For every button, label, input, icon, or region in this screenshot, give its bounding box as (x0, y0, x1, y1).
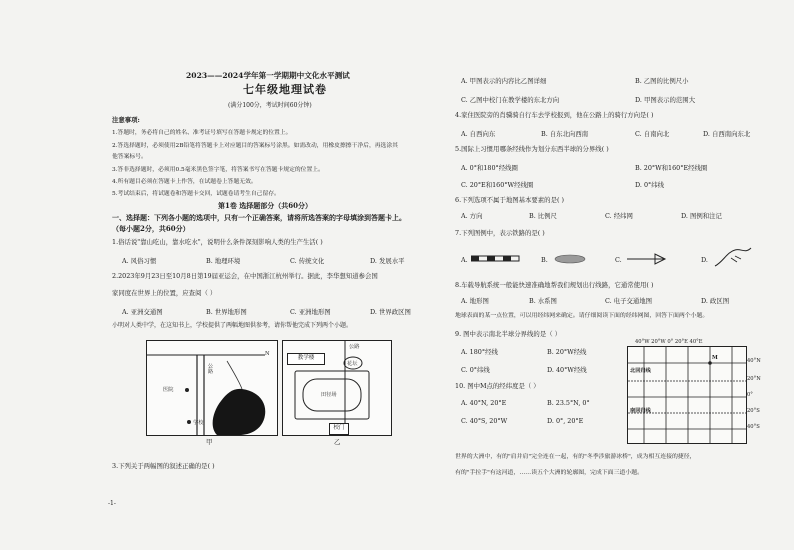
q9-option-a[interactable]: A. 180°经线 (461, 348, 498, 356)
lat-label: 40°S (747, 424, 760, 430)
q5-stem: 5.国际上习惯用哪条经线作为划分东西半球的分界线( ) (455, 145, 609, 153)
q9-option-c[interactable]: C. 0°纬线 (461, 366, 490, 374)
q9-stem: 9. 图中表示南北半球分界线的是（ ） (455, 330, 562, 338)
q4-stem: 4.家住医院旁的肖骥骑自行车去学校报到，他在公路上的骑行方向是( ) (455, 111, 654, 119)
railway-symbol-icon (471, 255, 521, 263)
q1-option-d[interactable]: D. 发展水平 (370, 257, 405, 265)
boundary-symbol-icon (625, 253, 669, 265)
q7-option-d[interactable]: D. (701, 256, 708, 264)
grid-intro: 地球表面的某一点位置，可以用经纬网来确定。请仔细阅读下面的经纬网图，回答下面两个小题。 (455, 313, 709, 319)
lat-label: 0° (747, 392, 753, 398)
map-b (282, 340, 392, 436)
q1-option-b[interactable]: B. 地理环境 (206, 257, 241, 265)
q9-option-b[interactable]: B. 20°W经线 (547, 348, 587, 356)
hospital-marker-icon (185, 388, 189, 392)
point-m-label: M (712, 355, 718, 361)
q9-option-d[interactable]: D. 40°W经线 (547, 366, 587, 374)
lat-long-grid-map (627, 346, 747, 444)
school-marker-icon (187, 420, 191, 424)
q3-option-a[interactable]: A. 甲图表示的内容比乙图详细 (461, 77, 547, 85)
notice-item: 1.答题时，务必将自己的姓名、准考证号填写在答题卡规定的位置上。 (112, 130, 292, 136)
q10-option-c[interactable]: C. 40°S, 20°W (461, 417, 508, 425)
map-b-caption: 乙 (334, 438, 341, 446)
q6-option-c[interactable]: C. 经纬网 (605, 212, 633, 220)
notice-heading: 注意事项: (112, 116, 140, 124)
north-tropic-label: 北回归线 (630, 368, 651, 374)
q4-option-d[interactable]: D. 自西南向东北 (703, 130, 751, 138)
left-column (108, 0, 453, 550)
part1-instruction: （每小题2分，共60分） (112, 224, 190, 233)
q10-stem: 10. 图中M点的经纬度是（ ） (455, 382, 540, 390)
q1-option-a[interactable]: A. 风俗习惯 (122, 257, 157, 265)
q2-stem: 2.2023年9月23日至10月8日第19届亚运会，在中国浙江杭州举行。据此，李华想知道参会国 (112, 272, 378, 280)
q7-stem: 7.下列图例中，表示铁路的是( ) (455, 229, 545, 237)
q4-option-a[interactable]: A. 自西向东 (461, 130, 496, 138)
q2-option-c[interactable]: C. 亚洲地形图 (290, 308, 331, 316)
q6-option-a[interactable]: A. 方向 (461, 212, 483, 220)
q7-option-b[interactable]: B. (541, 256, 548, 264)
map-a (146, 340, 278, 436)
continents-intro: 有的"手拉手"有这河道，……读五个大洲的轮廓图，完成下面三道小题。 (455, 470, 644, 476)
q1-option-c[interactable]: C. 传统文化 (290, 257, 325, 265)
maps-intro: 小明对人类中学，在这知书上，学校提供了两幅地图供参考，请你帮他完成下列两个小题。 (112, 322, 353, 329)
road-label: 公路 (207, 363, 213, 374)
q8-stem: 8.车载导航系统一般能快速准确地帮我们规划出行线路，它通常使用( ) (455, 281, 654, 289)
q1-stem: 1.俗话说"靠山吃山，靠水吃水"，说明什么条件深刻影响人类的生产生活( ) (112, 238, 323, 246)
q8-option-a[interactable]: A. 地形图 (461, 297, 489, 305)
q6-option-d[interactable]: D. 图例和注记 (681, 212, 722, 220)
q8-option-b[interactable]: B. 水系图 (529, 297, 557, 305)
q10-option-d[interactable]: D. 0°, 20°E (547, 417, 584, 425)
q2-stem: 家同度在世界上的位置，应查阅（ ） (112, 289, 217, 297)
q5-option-a[interactable]: A. 0°和180°经线圈 (461, 164, 518, 172)
right-column (455, 0, 770, 550)
q3-option-d[interactable]: D. 甲图表示的范围大 (635, 96, 696, 104)
grid-lines (628, 347, 746, 443)
teaching-building: 教学楼 (287, 353, 325, 365)
road-label: 公路 (349, 344, 360, 350)
q10-option-b[interactable]: B. 23.5°N, 0° (547, 399, 590, 407)
q3-option-c[interactable]: C. 乙图中校门在教学楼的东北方向 (461, 96, 560, 104)
lat-label: 20°N (747, 376, 761, 382)
notice-item: 5.考试结束后，将试题卷和答题卡交回，试题卷请考生自己留存。 (112, 191, 280, 197)
lat-label: 20°S (747, 408, 760, 414)
notice-item: 3.答非选择题时，必须用0.5毫米黑色签字笔，将答案书写在答题卡规定的位置上。 (112, 167, 324, 173)
grid-top-labels: 40°W 20°W 0° 20°E 40°E (635, 339, 703, 345)
notice-item: 他答案标号。 (112, 154, 147, 160)
q5-option-d[interactable]: D. 0°纬线 (635, 181, 665, 189)
river-symbol-icon (713, 244, 753, 270)
q2-option-d[interactable]: D. 世界政区图 (370, 308, 411, 316)
q7-option-a[interactable]: A. (461, 256, 468, 264)
south-tropic-label: 南回归线 (630, 408, 651, 414)
lake-symbol-icon (553, 253, 587, 265)
score-note: (满分100分，考试时间60分钟) (228, 102, 312, 109)
q8-option-d[interactable]: D. 政区图 (701, 297, 730, 305)
notice-item: 2.答选择题时，必须使用2B铅笔将答题卡上对应题目的答案标号涂黑。如需改动，用橡皮擦擦干净后，再选涂其 (112, 143, 398, 149)
exam-subtitle: 七年级地理试卷 (243, 83, 327, 96)
school-label: 学校 (193, 420, 204, 426)
q8-option-c[interactable]: C. 电子交通地图 (605, 297, 653, 305)
q3-stem: 3.下列关于两幅图的叙述正确的是( ) (112, 462, 215, 470)
q2-option-b[interactable]: B. 世界地形图 (206, 308, 247, 316)
part1-instruction: 一、选择题：下列各小题的选项中，只有一个正确答案，请将所选答案的字母填涂到答题卡上。 (112, 213, 406, 222)
q5-option-c[interactable]: C. 20°E和160°W经线圈 (461, 181, 534, 189)
exam-title: 2023——2024学年第一学期期中文化水平测试 (186, 71, 350, 80)
garden-label: 花坛 (347, 361, 358, 367)
q6-stem: 6.下列选项不属于地图基本要素的是( ) (455, 196, 564, 204)
map-a-caption: 甲 (206, 438, 213, 446)
q3-option-b[interactable]: B. 乙图的比例尺小 (635, 77, 689, 85)
q4-option-c[interactable]: C. 自南向北 (635, 130, 670, 138)
q2-option-a[interactable]: A. 亚洲交通图 (122, 308, 163, 316)
north-label: N (265, 351, 270, 357)
q6-option-b[interactable]: B. 比例尺 (529, 212, 557, 220)
gate-label: 校门 (329, 423, 349, 435)
q10-option-a[interactable]: A. 40°N, 20°E (461, 399, 507, 407)
hospital-label: 医院 (163, 387, 174, 393)
lat-label: 40°N (747, 358, 761, 364)
q7-option-c[interactable]: C. (615, 256, 622, 264)
field-label: 田径场 (321, 392, 337, 398)
notice-item: 4.所有题目必须在答题卡上作答，在试题卷上答题无效。 (112, 179, 257, 185)
continents-intro: 世界的大洲中，有的"肩并肩"完全连在一起，有的"冬季涉旅游冰桥"，成为相互连接的捷径， (455, 454, 696, 460)
part1-heading: 第1卷 选择题部分（共60分） (218, 201, 313, 210)
q5-option-b[interactable]: B. 20°W和160°E经线圈 (635, 164, 708, 172)
page-number: -1- (108, 500, 116, 507)
q4-option-b[interactable]: B. 自东北向西南 (541, 130, 589, 138)
